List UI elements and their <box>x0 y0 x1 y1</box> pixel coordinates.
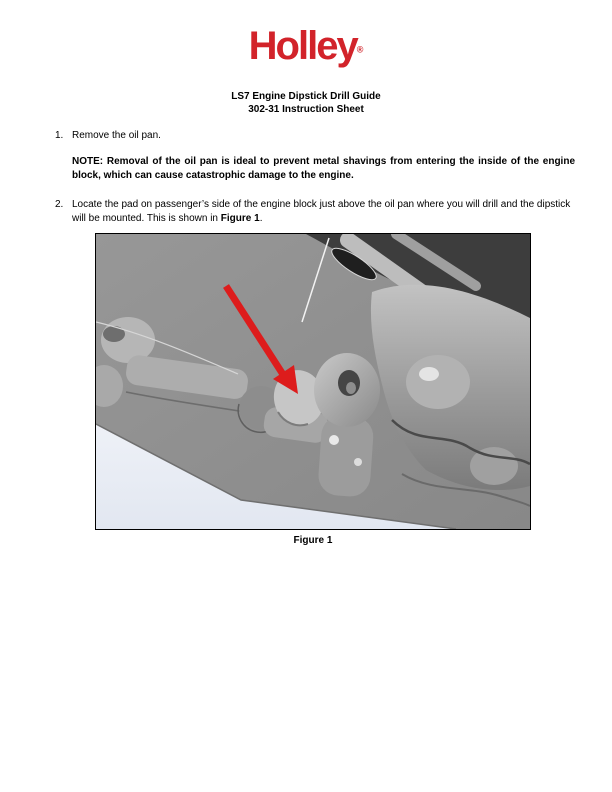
step-2-number: 2. <box>55 199 64 210</box>
document-title-block <box>0 90 612 116</box>
engine-block-render <box>96 234 530 529</box>
step-2-text-before: Locate the pad on passenger’s side of the engine block just above the oil pan where you will drill and the dipstick will be mounted. This is shown in <box>72 199 571 224</box>
note-paragraph: NOTE: Removal of the oil pan is ideal to prevent metal shavings from entering the inside of the engine block, which can cause catastrophic damage to the engine. <box>72 156 575 181</box>
step-2-text-after: . <box>259 213 263 224</box>
figure-1-image <box>95 233 531 530</box>
holley-logo-text: Holley <box>248 24 357 68</box>
step-1-text: Remove the oil pan. <box>72 130 161 141</box>
registered-trademark-icon: ® <box>356 44 364 55</box>
figure-1-caption: Figure 1 <box>293 535 333 546</box>
holley-logo <box>0 24 612 77</box>
step-1-number: 1. <box>55 130 64 141</box>
step-2-figure-reference: Figure 1 <box>220 213 260 224</box>
step-2 <box>55 198 575 226</box>
document-title-line2: 302-31 Instruction Sheet <box>248 104 364 115</box>
step-1 <box>55 129 575 143</box>
document-title-line1: LS7 Engine Dipstick Drill Guide <box>231 91 381 102</box>
step-2-text <box>72 198 575 226</box>
